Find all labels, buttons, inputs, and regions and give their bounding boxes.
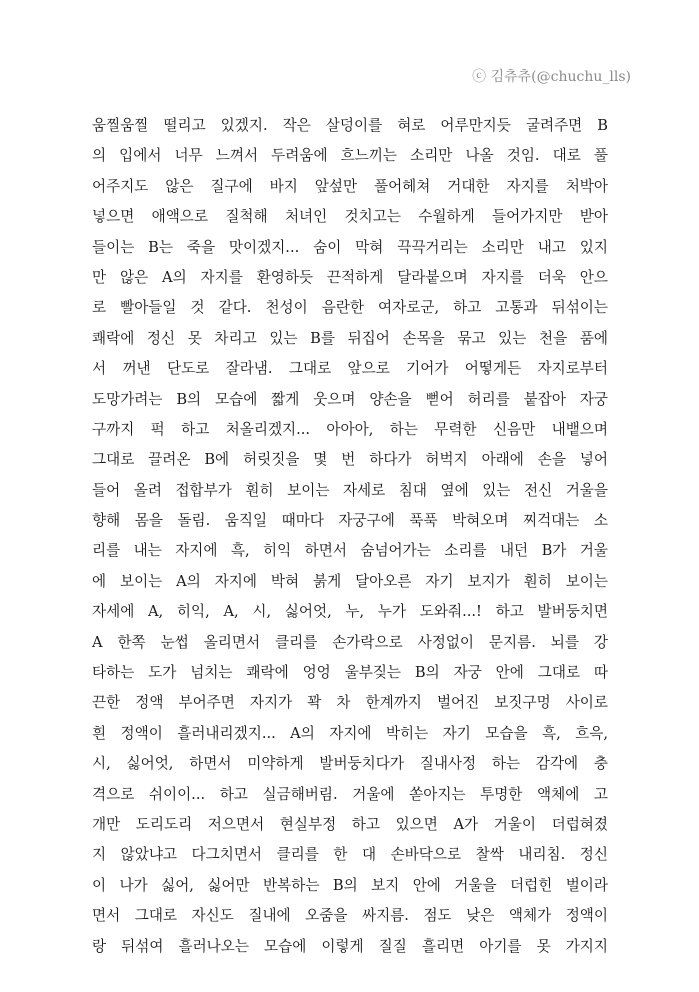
text-line: 쾌락에 정신 못 차리고 있는 B를 뒤집어 손목을 묶고 있는 천을 품에 [92,329,608,347]
text-line: 의 입에서 너무 느껴서 두려움에 흐느끼는 소리만 나올 것임. 대로 풀 [92,147,608,165]
text-line: 타하는 도가 넘치는 쾌락에 엉엉 울부짖는 B의 자궁 안에 그대로 따 [92,664,608,682]
text-line: 흰 정액이 흘러내리겠지... A의 자지에 박히는 자기 모습을 흑, 흐윽, [92,724,608,742]
text-line: 리를 내는 자지에 흑, 히익 하면서 숨넘어가는 소리를 내던 B가 거울 [92,542,608,560]
text-line: 랑 뒤섞여 흘러나오는 모습에 이렇게 질질 흘리면 아기를 못 가지지 [92,937,608,955]
text-line: 로 빨아들일 것 같다. 천성이 음란한 여자로군, 하고 고통과 뒤섞이는 [92,299,608,317]
text-line: 도망가려는 B의 모습에 짧게 웃으며 양손을 뻗어 허리를 붙잡아 자궁 [92,390,608,408]
text-line: 에 보이는 A의 자지에 박혀 붉게 달아오른 자기 보지가 훤히 보이는 [92,572,608,590]
text-line: 그대로 끌려온 B에 허릿짓을 몇 번 하다가 허벅지 아래에 손을 넣어 [92,451,608,469]
text-line: 만 않은 A의 자지를 환영하듯 끈적하게 달라붙으며 자지를 더욱 안으 [92,268,608,286]
author-credit: ⓒ 김츄츄(@chuchu_lls) [472,69,631,85]
text-line: A 한쪽 눈썹 올리면서 클리를 손가락으로 사정없이 문지름. 뇌를 강 [92,633,608,651]
text-line: 움찔움찔 떨리고 있겠지. 작은 살덩이를 혀로 어루만지듯 굴려주면 B [92,117,608,134]
text-line: 어주지도 않은 질구에 바지 앞섶만 풀어헤쳐 거대한 자지를 처박아 [92,177,608,195]
text-line: 격으로 쉬이이... 하고 실금해버림. 거울에 쏟아지는 투명한 액체에 고 [92,785,608,803]
body-text [92,111,608,962]
text-line: 서 꺼낸 단도로 잘라냄. 그대로 앞으로 기어가 어떻게든 자지로부터 [92,360,608,378]
text-line: 지 않았냐고 다그치면서 클리를 한 대 손바닥으로 찰싹 내리침. 정신 [92,846,608,864]
text-line: 면서 그대로 자신도 질내에 오줌을 싸지름. 점도 낮은 액체가 정액이 [92,907,608,925]
text-line: 자세에 A, 히익, A, 시, 싫어엇, 누, 누가 도와줘...! 하고 발버둥치면 [92,603,608,621]
text-line: 넣으면 애액으로 질척해 처녀인 것치고는 수월하게 들어가지만 받아 [92,208,608,226]
text-line: 끈한 정액 부어주면 자지가 꽉 차 한계까지 벌어진 보짓구멍 사이로 [92,694,608,712]
text-line: 시, 싫어엇, 하면서 미약하게 발버둥치다가 질내사정 하는 감각에 충 [92,755,608,773]
text-line: 개만 도리도리 저으면서 현실부정 하고 있으면 A가 거울이 더럽혀졌 [92,815,608,833]
text-line: 구까지 퍽 하고 처올리겠지... 아아아, 하는 무력한 신음만 내뱉으며 [92,420,608,438]
text-line: 향해 몸을 돌림. 움직일 때마다 자궁구에 푹푹 박혀오며 찌걱대는 소 [92,512,608,530]
text-line: 들어 올려 접합부가 훤히 보이는 자세로 침대 옆에 있는 전신 거울을 [92,481,608,499]
text-line: 들이는 B는 죽을 맛이겠지... 숨이 막혀 끅끅거리는 소리만 내고 있지 [92,238,608,256]
text-line: 이 나가 싫어, 싫어만 반복하는 B의 보지 안에 거울을 더럽힌 벌이라 [92,876,608,894]
